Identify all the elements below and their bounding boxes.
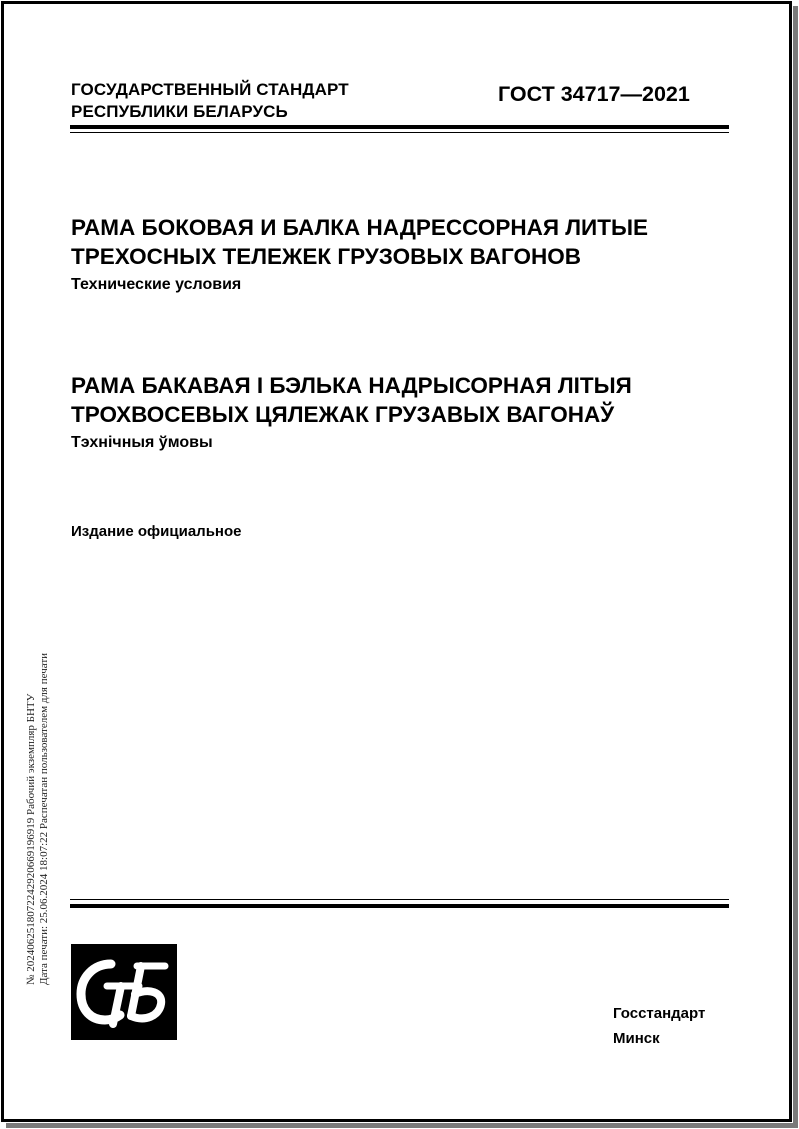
standard-type-line1: ГОСУДАРСТВЕННЫЙ СТАНДАРТ — [71, 80, 349, 99]
header-rule-thick — [70, 125, 729, 129]
standard-type-line2: РЕСПУБЛИКИ БЕЛАРУСЬ — [71, 102, 288, 121]
footer-rule-thin — [70, 899, 729, 900]
page-shadow-bottom — [6, 1123, 798, 1128]
publisher-name: Госстандарт — [613, 1005, 706, 1022]
publisher-city: Минск — [613, 1030, 660, 1047]
title-russian-line1: РАМА БОКОВАЯ И БАЛКА НАДРЕССОРНАЯ ЛИТЫЕ — [71, 215, 648, 240]
title-russian-line2: ТРЕХОСНЫХ ТЕЛЕЖЕК ГРУЗОВЫХ ВАГОНОВ — [71, 244, 581, 269]
print-stamp — [25, 653, 51, 985]
publisher — [613, 1001, 705, 1051]
standard-designation: ГОСТ 34717—2021 — [498, 82, 690, 106]
title-russian — [71, 213, 648, 295]
page-shadow-right — [793, 6, 798, 1127]
print-stamp-line2: Дата печати: 25.06.2024 18:07:22 Распечатан пользователем для печати — [38, 652, 50, 985]
subtitle-russian: Технические условия — [71, 276, 242, 293]
gosstandart-logo — [71, 944, 177, 1040]
edition-note: Издание официальное — [71, 523, 242, 540]
title-belarusian — [71, 371, 632, 453]
subtitle-belarusian: Тэхнічныя ўмовы — [71, 434, 213, 451]
title-belarusian-line1: РАМА БАКАВАЯ І БЭЛЬКА НАДРЫСОРНАЯ ЛІТЫЯ — [71, 373, 632, 398]
standard-type — [71, 79, 349, 123]
title-belarusian-line2: ТРОХВОСЕВЫХ ЦЯЛЕЖАК ГРУЗАВЫХ ВАГОНАЎ — [71, 402, 615, 427]
print-stamp-line1: № 2024062518072242920669196919 Рабочий экземпляр БНТУ — [25, 693, 37, 985]
gosstandart-logo-icon — [71, 944, 177, 1040]
footer-rule-thick — [70, 904, 729, 908]
header-rule-thin — [70, 132, 729, 133]
